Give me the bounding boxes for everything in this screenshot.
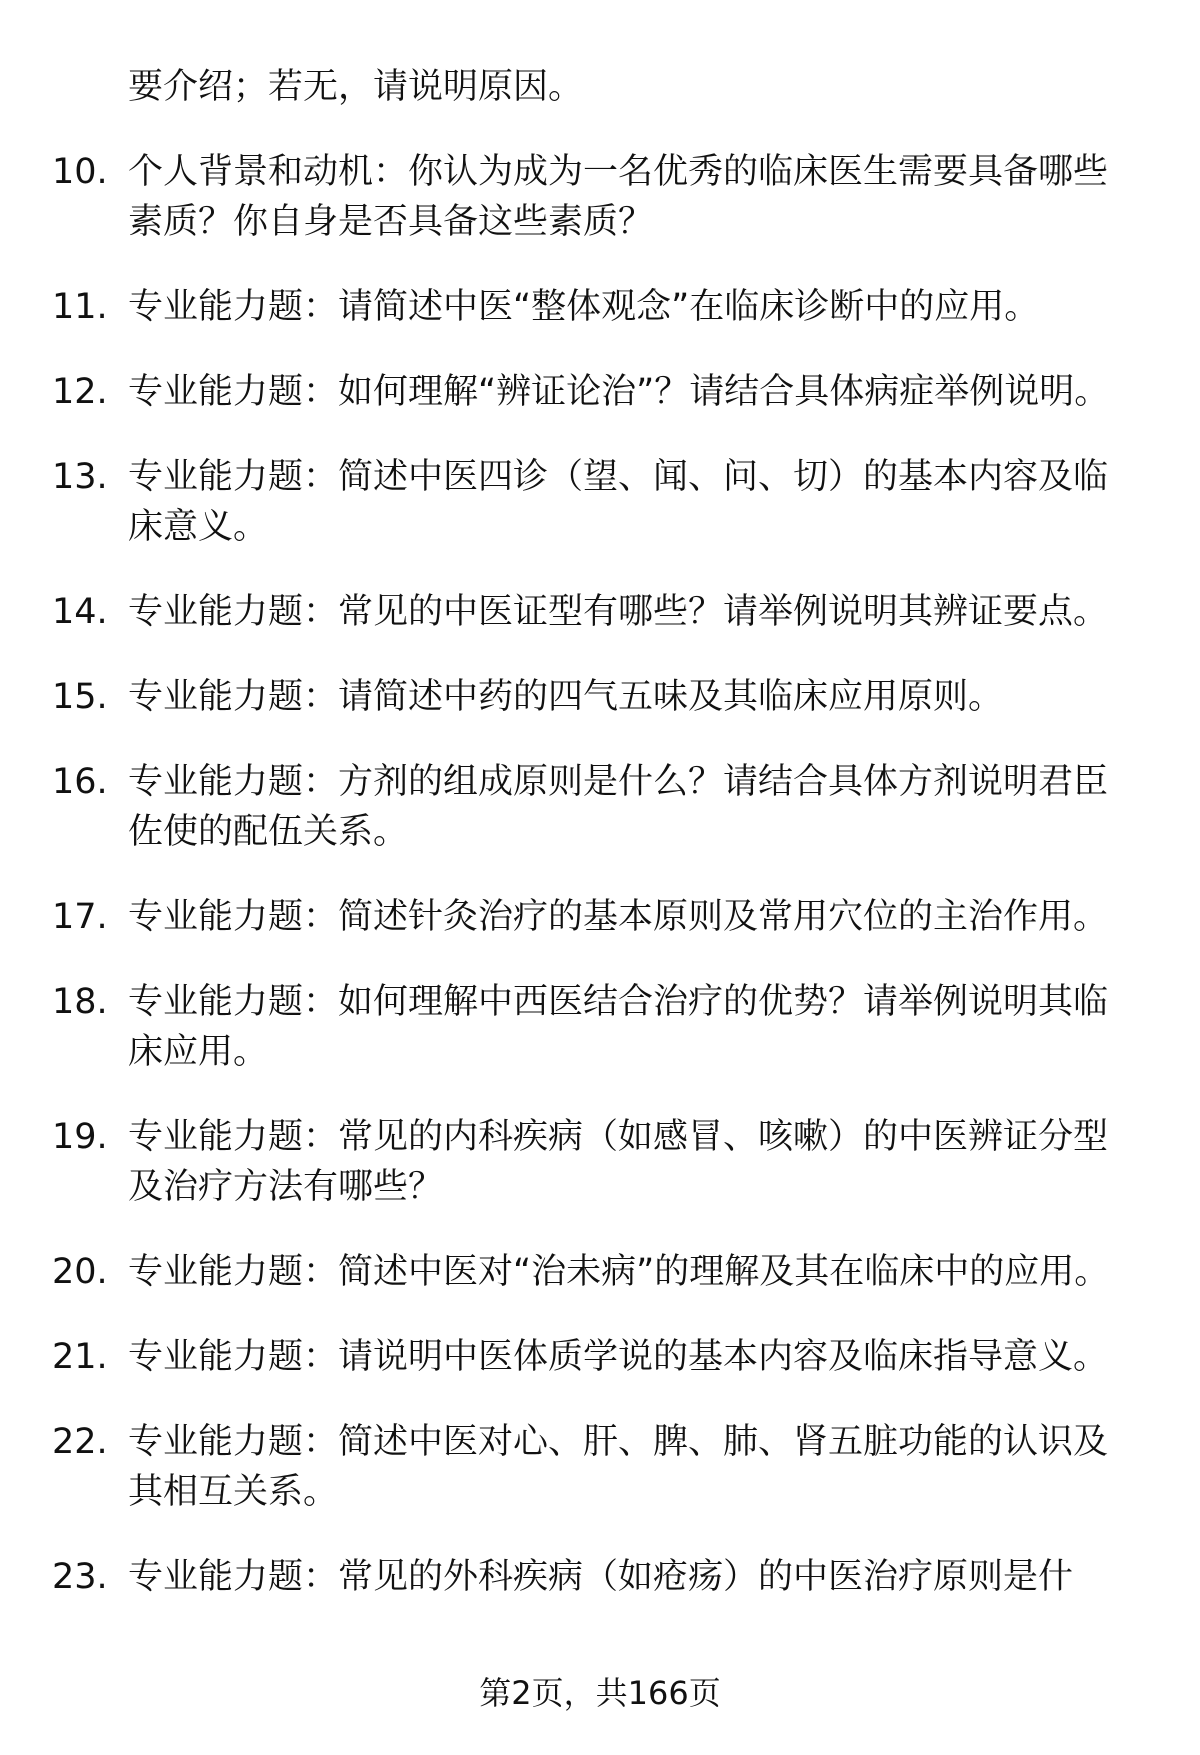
question-item bbox=[0, 1247, 1200, 1297]
question-text: 专业能力题：常见的外科疾病（如疮疡）的中医治疗原则是什 bbox=[128, 1557, 1074, 1597]
question-item bbox=[0, 1112, 1200, 1212]
question-text: 专业能力题：简述中医对“治未病”的理解及其在临床中的应用。 bbox=[128, 1252, 1110, 1292]
question-item bbox=[0, 977, 1200, 1077]
question-list bbox=[0, 147, 1200, 1602]
question-number: 14. bbox=[52, 592, 108, 632]
question-text: 专业能力题：如何理解中西医结合治疗的优势？请举例说明其临床应用。 bbox=[128, 982, 1109, 1072]
question-number: 16. bbox=[52, 762, 108, 802]
question-item bbox=[0, 367, 1200, 417]
document-body bbox=[0, 62, 1200, 1637]
question-number: 11. bbox=[52, 287, 108, 327]
question-number: 10. bbox=[52, 152, 108, 192]
page-footer: 第2页，共166页 bbox=[479, 1674, 721, 1712]
question-text: 专业能力题：常见的中医证型有哪些？请举例说明其辨证要点。 bbox=[128, 592, 1109, 632]
question-number: 19. bbox=[52, 1117, 108, 1157]
question-text: 专业能力题：请说明中医体质学说的基本内容及临床指导意义。 bbox=[128, 1337, 1109, 1377]
continued-text: 要介绍；若无，请说明原因。 bbox=[128, 67, 584, 107]
question-text: 专业能力题：如何理解“辨证论治”？请结合具体病症举例说明。 bbox=[128, 372, 1110, 412]
question-item bbox=[0, 1332, 1200, 1382]
question-text: 专业能力题：简述针灸治疗的基本原则及常用穴位的主治作用。 bbox=[128, 897, 1109, 937]
question-number: 12. bbox=[52, 372, 108, 412]
question-text: 专业能力题：请简述中药的四气五味及其临床应用原则。 bbox=[128, 677, 1004, 717]
question-item bbox=[0, 282, 1200, 332]
question-number: 22. bbox=[52, 1422, 108, 1462]
question-text: 专业能力题：常见的内科疾病（如感冒、咳嗽）的中医辨证分型及治疗方法有哪些？ bbox=[128, 1117, 1109, 1207]
question-number: 13. bbox=[52, 457, 108, 497]
question-text: 专业能力题：请简述中医“整体观念”在临床诊断中的应用。 bbox=[128, 287, 1040, 327]
question-number: 17. bbox=[52, 897, 108, 937]
question-number: 20. bbox=[52, 1252, 108, 1292]
question-item bbox=[0, 587, 1200, 637]
question-text: 专业能力题：方剂的组成原则是什么？请结合具体方剂说明君臣佐使的配伍关系。 bbox=[128, 762, 1109, 852]
question-text: 个人背景和动机：你认为成为一名优秀的临床医生需要具备哪些素质？你自身是否具备这些素质？ bbox=[128, 152, 1109, 242]
question-text: 专业能力题：简述中医四诊（望、闻、问、切）的基本内容及临床意义。 bbox=[128, 457, 1109, 547]
question-number: 23. bbox=[52, 1557, 108, 1597]
question-item bbox=[0, 1552, 1200, 1602]
question-number: 18. bbox=[52, 982, 108, 1022]
question-item bbox=[0, 147, 1200, 247]
question-text: 专业能力题：简述中医对心、肝、脾、肺、肾五脏功能的认识及其相互关系。 bbox=[128, 1422, 1109, 1512]
question-item bbox=[0, 892, 1200, 942]
question-item bbox=[0, 672, 1200, 722]
question-number: 21. bbox=[52, 1337, 108, 1377]
question-number: 15. bbox=[52, 677, 108, 717]
question-item bbox=[0, 1417, 1200, 1517]
question-item bbox=[0, 452, 1200, 552]
question-item bbox=[0, 757, 1200, 857]
